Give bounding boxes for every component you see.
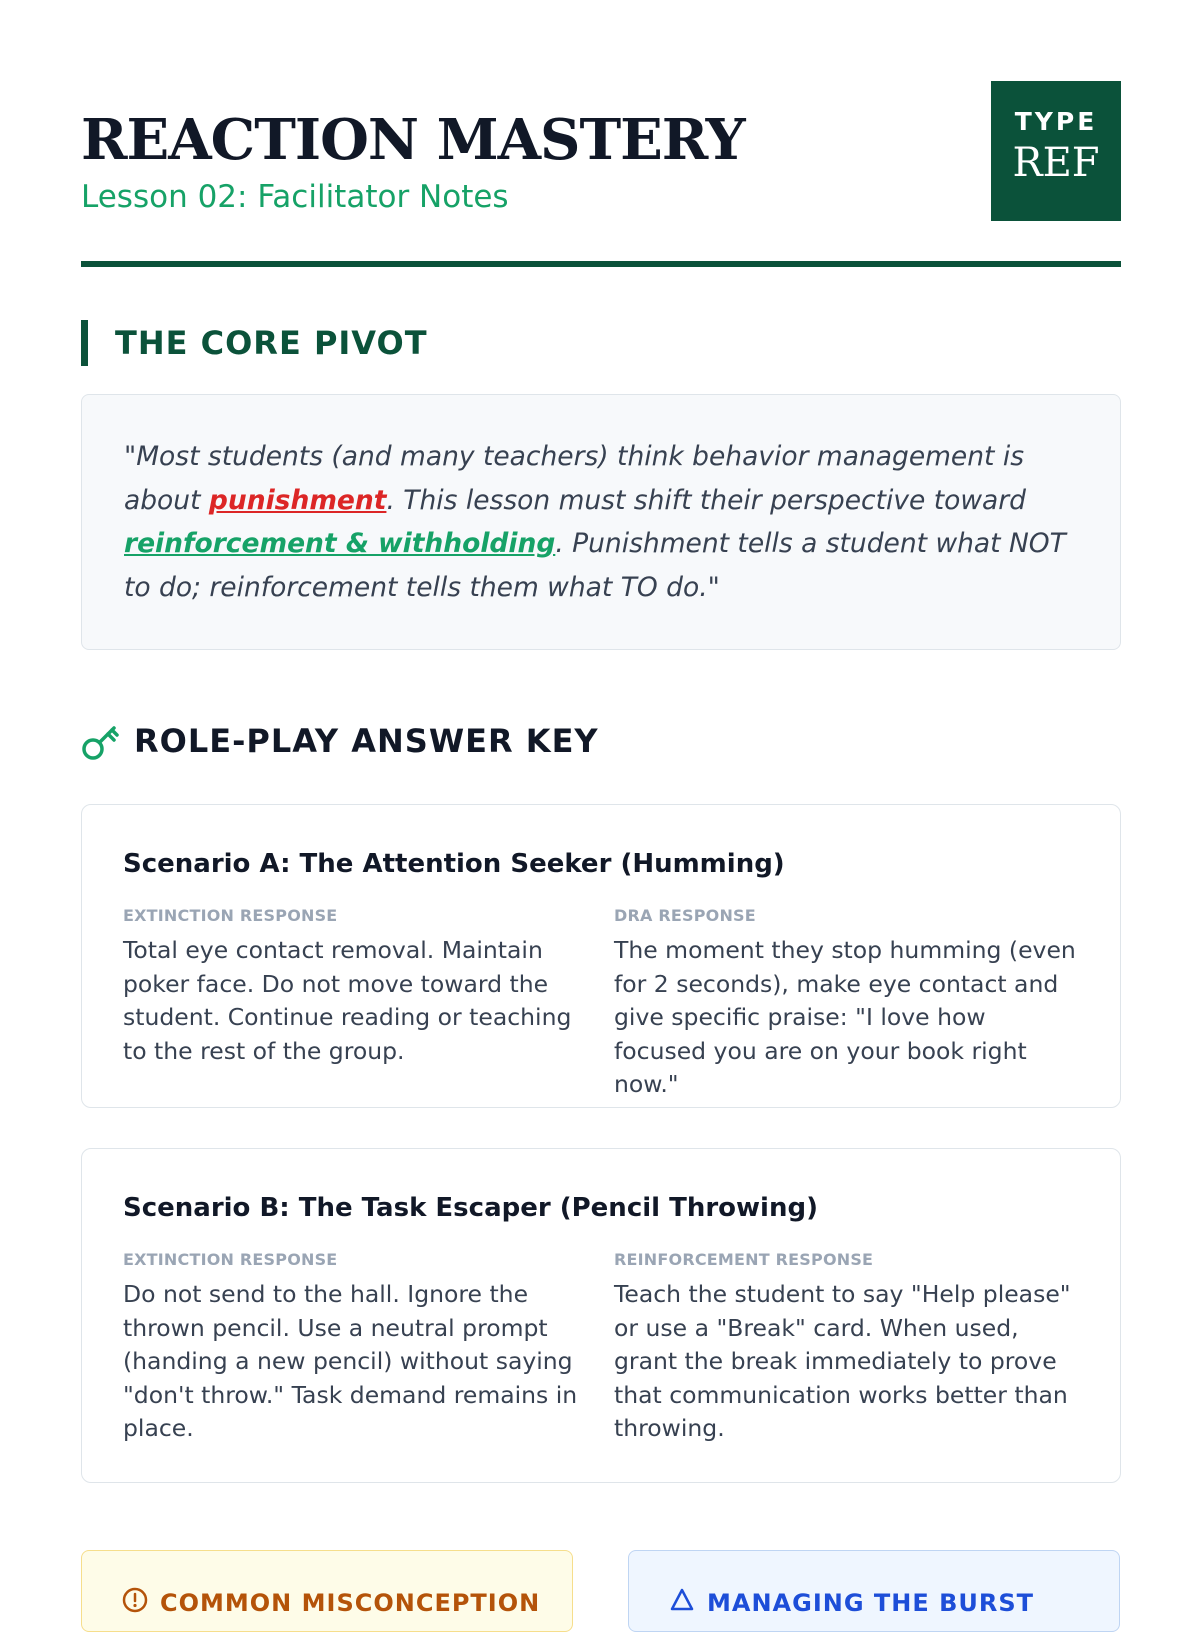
response-text: Teach the student to say "Help please" or use a "Break" card. When used, grant the break immediately to prove that communication works better than throwing. [614,1280,1071,1442]
scenario-card [81,1148,1121,1483]
core-pivot-heading-text: THE CORE PIVOT [115,324,428,362]
type-badge [991,81,1121,221]
callout-title: MANAGING THE BURST [707,1589,1035,1617]
dra-response-column [614,906,1079,1102]
type-badge-label: TYPE [1014,107,1098,136]
type-badge-value: REF [1012,140,1100,186]
response-text: Do not send to the hall. Ignore the thrown pencil. Use a neutral prompt (handing a new pencil) without saying "don't throw." Task demand remains in place. [123,1280,578,1442]
key-icon [81,722,121,762]
response-label: DRA RESPONSE [614,906,756,925]
extinction-response-column [123,1250,588,1446]
response-text: The moment they stop humming (even for 2 seconds), make eye contact and give specific praise: "I love how focused you are on your book right now." [614,936,1076,1098]
page-title: REACTION MASTERY [81,107,745,173]
quote-highlight-punishment: punishment [208,484,387,516]
misconception-callout [81,1550,573,1632]
page-header [81,0,1121,268]
response-label: EXTINCTION RESPONSE [123,1250,338,1269]
response-label: EXTINCTION RESPONSE [123,906,338,925]
scenario-title: Scenario A: The Attention Seeker (Humming) [123,849,785,879]
core-pivot-quote-box [81,394,1121,650]
facilitator-notes-page [81,0,1121,1617]
quote-part-2: . This lesson must shift their perspective toward [386,484,1026,516]
reinforcement-response-column [614,1250,1079,1446]
response-label: REINFORCEMENT RESPONSE [614,1250,874,1269]
core-pivot-quote [124,435,1084,609]
scenario-title: Scenario B: The Task Escaper (Pencil Throwing) [123,1193,818,1223]
managing-burst-callout [628,1550,1120,1632]
answer-key-heading-text: ROLE-PLAY ANSWER KEY [134,722,599,760]
heading-accent-bar [81,320,88,366]
header-divider [81,261,1121,267]
scenario-card [81,804,1121,1108]
quote-part-1: "Most students (and many teachers) think behavior management is about [124,441,1025,516]
quote-part-3: . Punishment tells a student what NOT to do; reinforcement tells them what TO do." [124,528,1066,603]
response-text: Total eye contact removal. Maintain poker face. Do not move toward the student. Continue reading or teaching to the rest of the group. [123,936,572,1065]
callout-title: COMMON MISCONCEPTION [160,1589,541,1617]
page-subtitle: Lesson 02: Facilitator Notes [81,179,509,215]
warning-icon [122,1587,148,1613]
quote-highlight-reinforcement: reinforcement & withholding [124,528,556,559]
info-icon [669,1587,695,1613]
extinction-response-column [123,906,588,1068]
